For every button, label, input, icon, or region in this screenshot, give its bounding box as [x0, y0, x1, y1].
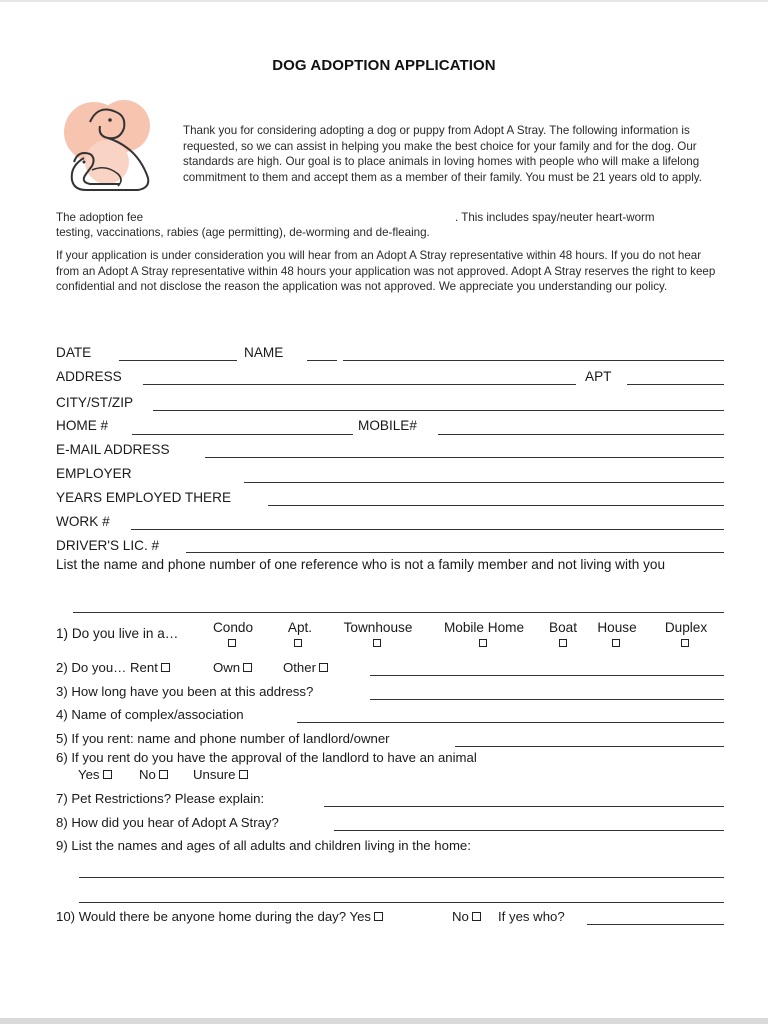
q2-other-checkbox[interactable]: [319, 663, 328, 672]
q1-label: 1) Do you live in a…: [56, 626, 179, 641]
q5-label: 5) If you rent: name and phone number of landlord/owner: [56, 731, 390, 746]
q6-label: 6) If you rent do you have the approval of the landlord to have an animal: [56, 750, 477, 765]
email-label: E-MAIL ADDRESS: [56, 442, 170, 457]
reference-prompt: List the name and phone number of one reference who is not a family member and not living with you: [56, 557, 666, 572]
q7-label: 7) Pet Restrictions? Please explain:: [56, 791, 265, 806]
date-label: DATE: [56, 345, 92, 360]
q4-label: 4) Name of complex/association: [56, 707, 244, 722]
q10-label: [56, 909, 383, 924]
q10-text: 10) Would there be anyone home during the day? Yes: [56, 909, 372, 924]
q8-label: 8) How did you hear of Adopt A Stray?: [56, 815, 279, 830]
address-input[interactable]: [143, 384, 576, 385]
q2-rent-checkbox[interactable]: [161, 663, 170, 672]
q1-checkbox-mobile-home[interactable]: [479, 639, 487, 647]
q1-option-label: Duplex: [664, 620, 708, 635]
home-phone-input[interactable]: [132, 434, 353, 435]
top-edge: [0, 0, 768, 2]
q2-own-label: Own: [213, 660, 241, 675]
q1-checkbox-duplex[interactable]: [681, 639, 689, 647]
dog-and-puppy-logo-icon: [52, 92, 176, 204]
q6-yes-checkbox[interactable]: [103, 770, 112, 779]
adoption-fee-label: The adoption fee: [56, 211, 144, 224]
years-employed-label: YEARS EMPLOYED THERE: [56, 490, 232, 505]
q1-checkbox-townhouse[interactable]: [373, 639, 381, 647]
q1-option-condo: [205, 620, 261, 635]
name-input[interactable]: [343, 360, 724, 361]
apt-input[interactable]: [627, 384, 724, 385]
q1-option-label: Townhouse: [343, 620, 413, 635]
q2-label: [56, 660, 170, 675]
q1-option-label: House: [597, 620, 637, 635]
q1-option-label: Condo: [212, 620, 254, 635]
adoption-fee-includes: testing, vaccinations, rabies (age permitting), de-worming and de-fleaing.: [56, 226, 430, 239]
q1-checkbox-house[interactable]: [612, 639, 620, 647]
approval-notice: If your application is under consideration you will hear from an Adopt A Stray representative within 48 hours. If you do not hear from an Adopt A Stray representative within 48 hours your application was not approved. Adopt A Stray reserves the right to keep confidential and not disclose the reason the application was not approved. We appreciate you understanding our policy.: [56, 249, 716, 294]
q1-option-mobile-home: [434, 620, 534, 635]
q1-option-label: Boat: [549, 620, 577, 635]
q9-input-line-2[interactable]: [79, 902, 724, 903]
home-phone-label: HOME #: [56, 418, 109, 433]
mobile-input[interactable]: [438, 434, 724, 435]
q1-option-boat: [543, 620, 583, 635]
date-input[interactable]: [119, 360, 237, 361]
name-label: NAME: [244, 345, 284, 360]
q1-option-duplex: [656, 620, 716, 635]
q1-checkbox-condo[interactable]: [228, 639, 236, 647]
q1-checkbox-boat[interactable]: [559, 639, 567, 647]
q1-option-townhouse: [333, 620, 423, 635]
q6-unsure-checkbox[interactable]: [239, 770, 248, 779]
q10-no-label: No: [452, 909, 469, 924]
q9-input-line-1[interactable]: [79, 877, 724, 878]
q1-option-apt: [280, 620, 320, 635]
name-input-short[interactable]: [307, 360, 337, 361]
drivers-license-label: DRIVER'S LIC. #: [56, 538, 160, 553]
work-phone-input[interactable]: [131, 529, 724, 530]
reference-input[interactable]: [73, 612, 724, 613]
q4-input[interactable]: [297, 722, 724, 723]
q10-no: [452, 909, 481, 924]
q6-no-label: No: [139, 767, 156, 782]
city-input[interactable]: [153, 410, 724, 411]
adoption-fee-text: . This includes spay/neuter heart-worm: [455, 211, 655, 224]
q1-option-label: Apt.: [287, 620, 313, 635]
q3-label: 3) How long have you been at this address?: [56, 684, 314, 699]
q6-no: [139, 767, 168, 782]
page-title: DOG ADOPTION APPLICATION: [272, 57, 496, 74]
city-label: CITY/ST/ZIP: [56, 395, 134, 410]
drivers-license-input[interactable]: [186, 552, 724, 553]
mobile-label: MOBILE#: [358, 418, 417, 433]
employer-label: EMPLOYER: [56, 466, 132, 481]
q6-yes: [78, 767, 112, 782]
intro-paragraph: Thank you for considering adopting a dog or puppy from Adopt A Stray. The following information is requested, so we can assist in helping you make the best choice for your family and for the dog. Our standards are high. Our goal is to place animals in loving homes with people who will make a lifelong commitment to them and accept them as a member of their family. You must be 21 years old to apply.: [183, 124, 702, 184]
q5-input[interactable]: [455, 746, 724, 747]
apt-label: APT: [585, 369, 612, 384]
q6-yes-label: Yes: [78, 767, 100, 782]
q1-checkbox-apt[interactable]: [294, 639, 302, 647]
q2-own: [213, 660, 252, 675]
q2-other: [283, 660, 328, 675]
q8-input[interactable]: [334, 830, 724, 831]
q10-no-checkbox[interactable]: [472, 912, 481, 921]
q1-option-house: [591, 620, 643, 635]
q2-other-input[interactable]: [370, 675, 724, 676]
q7-input[interactable]: [324, 806, 724, 807]
q6-no-checkbox[interactable]: [159, 770, 168, 779]
q2-text: 2) Do you… Rent: [56, 660, 158, 675]
q10-who-input[interactable]: [587, 924, 724, 925]
q9-label: 9) List the names and ages of all adults and children living in the home:: [56, 838, 471, 853]
q10-yes-checkbox[interactable]: [374, 912, 383, 921]
employer-input[interactable]: [244, 482, 724, 483]
q2-other-label: Other: [283, 660, 316, 675]
q3-input[interactable]: [370, 699, 724, 700]
work-phone-label: WORK #: [56, 514, 110, 529]
q2-own-checkbox[interactable]: [243, 663, 252, 672]
bottom-edge: [0, 1018, 768, 1024]
email-input[interactable]: [205, 457, 724, 458]
years-employed-input[interactable]: [268, 505, 724, 506]
q6-unsure-label: Unsure: [193, 767, 236, 782]
q1-option-label: Mobile Home: [443, 620, 525, 635]
q10-if-yes-label: If yes who?: [498, 909, 565, 924]
q6-unsure: [193, 767, 248, 782]
address-label: ADDRESS: [56, 369, 122, 384]
